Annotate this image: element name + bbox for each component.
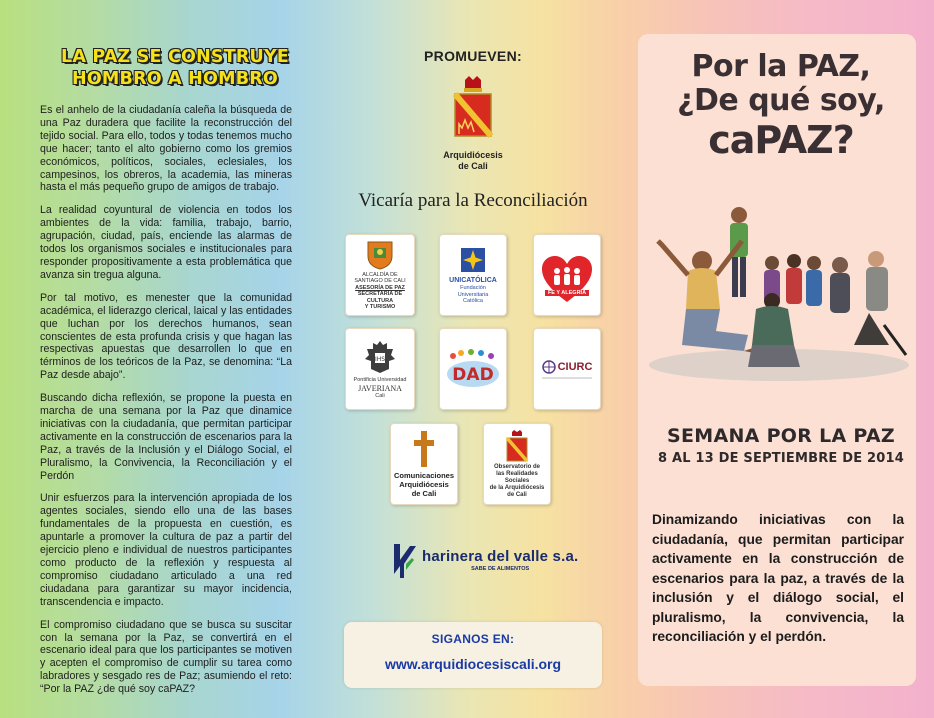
- paragraph-5: Unir esfuerzos para la intervención apropiada de los agentes sociales, siendo ello una de las bases fundamentales de la propuesta en cuestión, es apuntarle a promover la cultura de paz a partir del ejercicio pleno e individual de nuestros participantes como producto de la reflexión y respuesta al compromiso ciudadano articulado a una red ciudadana para garantizar su mayor incidencia, transcendencia e impacto.: [40, 492, 292, 608]
- alcaldia-line3: ASESORÍA DE PAZ: [355, 284, 405, 291]
- kneeling-man: [658, 241, 764, 355]
- cover-title-line2: ¿De qué soy,: [677, 83, 885, 118]
- vicaria-title: Vicaría para la Reconciliación: [358, 190, 588, 211]
- praying-people-illustration: [644, 205, 914, 385]
- alcaldia-logo: [345, 234, 415, 316]
- observatorio-logo: [483, 423, 551, 505]
- cover-title-line3: caPAZ?: [708, 118, 854, 162]
- cover-title-line1: Por la PAZ,: [691, 49, 871, 84]
- observatorio-line3: de la Arquidiócesis: [489, 484, 545, 491]
- fe-alegria-logo: [533, 234, 601, 316]
- kneeling-woman: [748, 293, 800, 367]
- javeriana-line2: JAVERIANA: [358, 383, 402, 393]
- observatorio-line2: las Realidades Sociales: [496, 470, 538, 484]
- semana-block: [628, 425, 934, 466]
- alcaldia-shield-icon: [366, 240, 394, 270]
- comunicaciones-logo: [390, 423, 458, 505]
- alcaldia-line1: ALCALDÍA DE: [362, 271, 398, 278]
- paragraph-2: La realidad coyuntural de violencia en todos los ambientes de la vida: familia, trabajo, barrio, agrupación, ciudad, país, enciende las alarmas de todos los organismos sociales e institucionales para responder propositivamente a esta problemática que avanza sin tregua alguna.: [40, 204, 292, 281]
- javeriana-logo: [345, 328, 415, 410]
- svg-text:IHS: IHS: [374, 356, 386, 363]
- unicatolica-star-icon: [458, 245, 488, 275]
- middle-panel: [318, 0, 628, 718]
- paragraph-3: Por tal motivo, es menester que la comunidad académica, el liderazgo clerical, laical y las entidades que luchan por los derechos humanos, sean conscientes de esta profunda crisis y que hagan las respectivas apuestas que desarrollen lo que en términos de los teóricos de la Paz, se denomina: “La Paz desde abajo”.: [40, 291, 292, 382]
- arquidiocesis-crest-icon: [451, 76, 495, 140]
- paragraph-4: Buscando dicha reflexión, se propone la puesta en marcha de una semana por la Paz que dinamice iniciativas con la ciudadanía, que permitan participar activamente en la construcción de escenarios para la Paz, a través de la Inclusión y el Diálogo Social, el Pluralismo, la Convivencia, la Reconciliación y el Perdón: [40, 392, 292, 482]
- ciurc-logo: [533, 328, 601, 410]
- paragraph-6: El compromiso ciudadano que se busca su suscitar con la semana por la Paz, se convertirá en el escenario ideal para que los participantes se motiven y acepten el compromiso de cumplir su tarea como labradores y sesgado res de Paz; asumiendo el reto: “Por la PAZ ¿de qué soy caPAZ?: [40, 618, 292, 696]
- right-panel: [628, 0, 934, 718]
- harinera-logo: [392, 540, 578, 580]
- left-title: [58, 46, 292, 90]
- harinera-tagline: SABE DE ALIMENTOS: [471, 566, 530, 572]
- ciurc-globe-icon: [542, 360, 556, 374]
- unicatolica-logo: [439, 234, 507, 316]
- javeriana-line3: Cali: [375, 392, 385, 399]
- left-title-line2: HOMBRO A HOMBRO: [72, 69, 278, 89]
- left-panel: [0, 0, 310, 718]
- unicatolica-name: UNICATÓLICA: [449, 277, 497, 285]
- javeriana-line1: Pontificia Universidad: [353, 377, 407, 383]
- ciurc-label: CIURC: [557, 360, 593, 373]
- fe-alegria-heart-icon: [540, 254, 594, 304]
- semana-title: SEMANA POR LA PAZ: [666, 425, 895, 447]
- left-title-line1: LA PAZ SE CONSTRUYE: [60, 47, 289, 67]
- arquidiocesis-line2: de Cali: [458, 161, 488, 171]
- dad-label: DAD: [452, 365, 494, 385]
- arquidiocesis-line1: Arquidiócesis: [443, 150, 503, 160]
- observatorio-line1: Observatorio de: [493, 463, 540, 470]
- javeriana-crest-icon: [363, 339, 397, 375]
- siganos-label: SIGANOS EN:: [431, 632, 515, 646]
- website-link[interactable]: www.arquidiocesiscali.org: [384, 656, 562, 672]
- semana-dates: 8 AL 13 DE SEPTIEMBRE DE 2014: [657, 451, 905, 466]
- cross-icon: [413, 430, 435, 468]
- dinamizando-text: Dinamizando iniciativas con la ciudadanía, que permitan participar activamente en la construcción de escenarios para la paz, a través de la inclusión y el diálogo social, el pluralismo, la convivencia, la reconciliación y el perdón.: [652, 512, 904, 644]
- dad-logo: [439, 328, 507, 410]
- promueven-heading: PROMUEVEN:: [424, 48, 522, 64]
- unicatolica-sub1: Fundación: [460, 285, 486, 292]
- comunicaciones-line1: Comunicaciones: [393, 471, 454, 480]
- harinera-wheat-icon: [392, 540, 418, 580]
- alcaldia-line4: SECRETARÍA DE CULTURA: [357, 291, 403, 304]
- comunicaciones-line2: Arquidiócesis: [399, 480, 449, 489]
- alcaldia-line5: Y TURISMO: [364, 304, 396, 310]
- harinera-name: harinera del valle s.a.: [422, 548, 579, 565]
- fe-alegria-label: FE Y ALEGRÍA: [545, 290, 589, 297]
- observatorio-line4: de Cali: [507, 491, 527, 498]
- dad-colorful-icon: [445, 348, 501, 390]
- siganos-box: [344, 622, 602, 688]
- paragraph-1: Es el anhelo de la ciudadanía caleña la búsqueda de una Paz duradera que facilite la reconstrucción del tejido social. Para ello, todos y todas tenemos mucho que hacer; tanto el alto gobierno como los gremios económicos, políticos, sociales, eclesiales, los campesinos, los obreros, la academia, las mineras hasta el más pequeño grupo de amigos de trabajo.: [40, 104, 292, 194]
- arquidiocesis-name: [318, 150, 628, 172]
- unicatolica-sub3: Católica: [463, 298, 483, 305]
- comunicaciones-line3: de Cali: [411, 489, 437, 498]
- unicatolica-sub2: Universitaria: [457, 291, 489, 298]
- cover-title: [628, 50, 934, 162]
- alcaldia-line2: SANTIAGO DE CALI: [354, 278, 406, 284]
- observatorio-crest-icon: [505, 430, 529, 462]
